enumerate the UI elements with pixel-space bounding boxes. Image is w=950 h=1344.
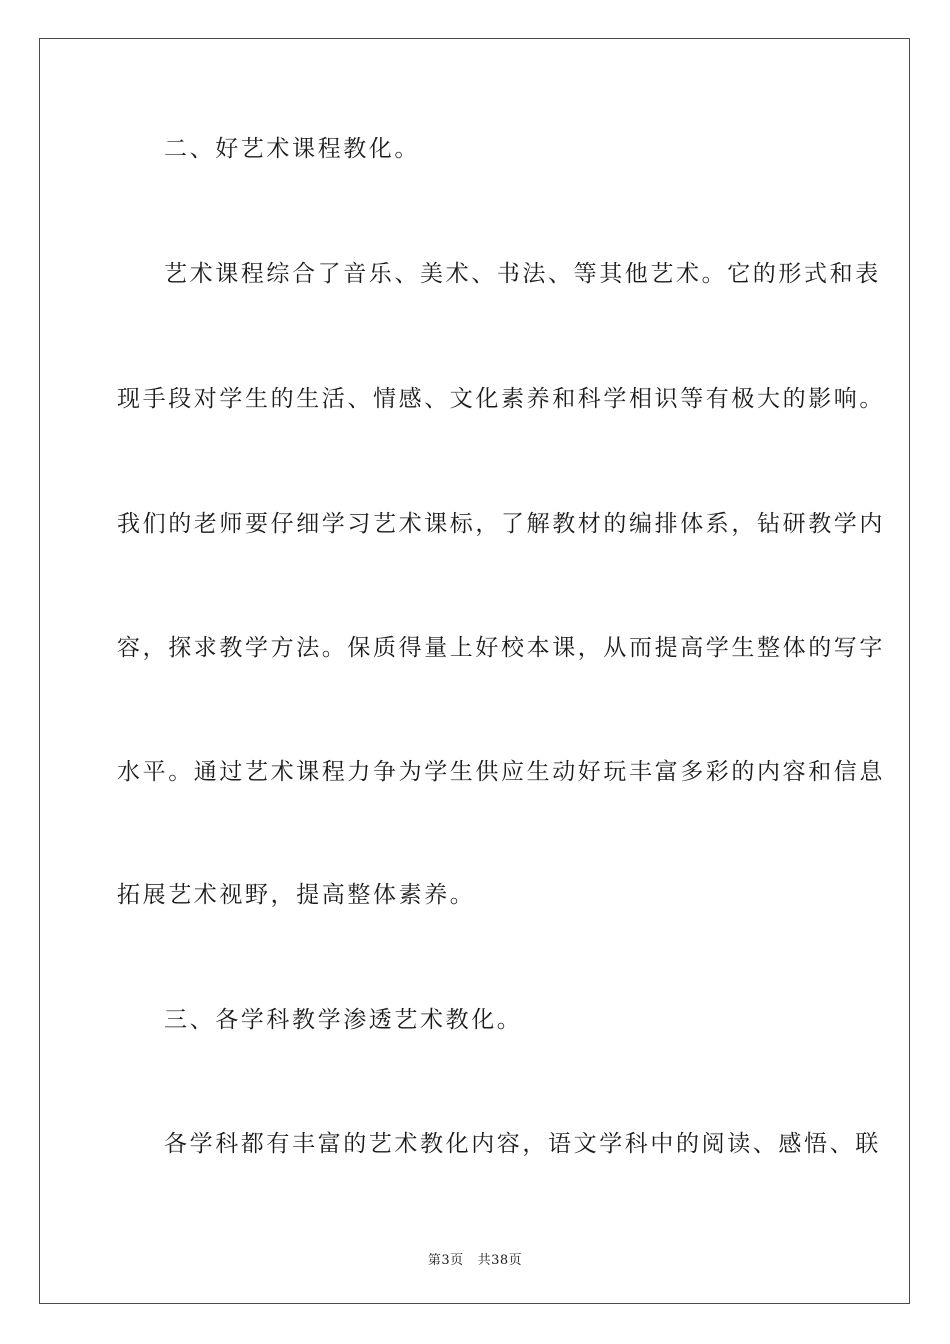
paragraph-line: 各学科都有丰富的艺术教化内容，语文学科中的阅读、感悟、联 [164,1131,881,1157]
page-total: 共38页 [477,1253,523,1268]
paragraph-line: 我们的老师要仔细学习艺术课标，了解教材的编排体系，钻研教学内 [117,511,885,537]
page-frame [39,38,910,1304]
section-heading-2: 二、好艺术课程教化。 [164,136,420,162]
paragraph-line: 艺术课程综合了音乐、美术、书法、等其他艺术。它的形式和表 [164,261,881,287]
page-number: 第3页 [427,1253,464,1268]
paragraph-line: 现手段对学生的生活、情感、文化素养和科学相识等有极大的影响。 [117,386,885,412]
paragraph-line: 拓展艺术视野，提高整体素养。 [117,882,476,908]
paragraph-line: 水平。通过艺术课程力争为学生供应生动好玩丰富多彩的内容和信息 [117,759,885,785]
section-heading-3: 三、各学科教学渗透艺术教化。 [164,1007,523,1033]
page-footer [0,1249,950,1268]
paragraph-line: 容，探求教学方法。保质得量上好校本课，从而提高学生整体的写字 [117,635,885,661]
